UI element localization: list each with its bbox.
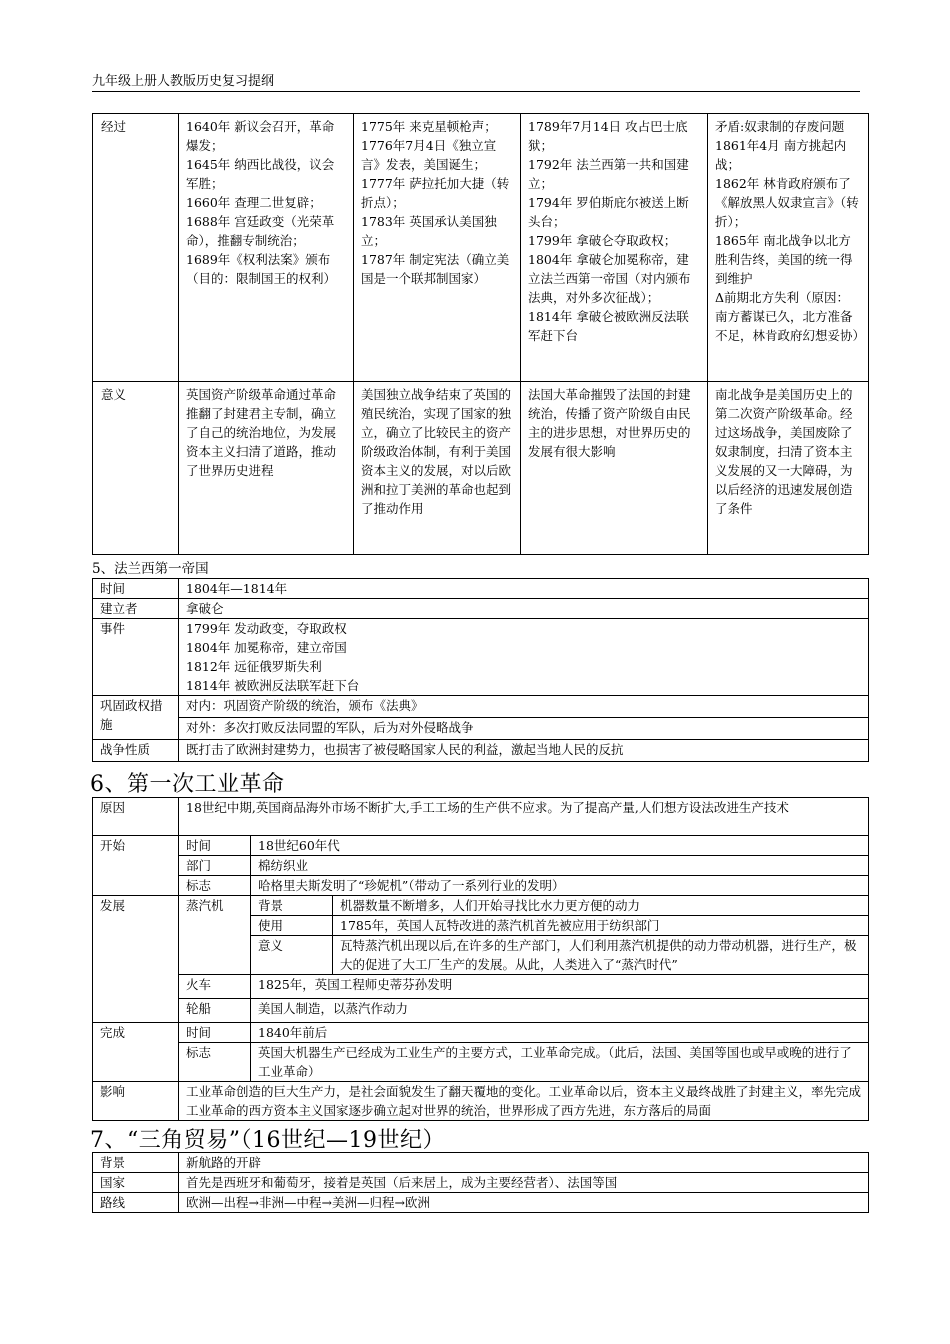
- steam-value: 1785年，英国人瓦特改进的蒸汽机首先被应用于纺织部门: [333, 916, 869, 936]
- cell-line: 1794年 罗伯斯庇尔被送上断头台；: [528, 195, 689, 229]
- trade-key: 背景: [93, 1153, 179, 1173]
- steam-value: 瓦特蒸汽机出现以后,在许多的生产部门，人们利用蒸汽机提供的动力带动机器，进行生产，极大的促进了大工厂生产的发展。从此，人类进入了“蒸汽时代”: [333, 936, 869, 975]
- cell-line: 法国大革命摧毁了法国的封建统治，传播了资产阶级自由民主的进步思想，对世界历史的发展有很大影响: [528, 387, 691, 459]
- cell-line: 1689年《权利法案》颁布（目的：限制国王的权利）: [186, 252, 337, 286]
- train-value: 1825年，英国工程师史蒂芬孙发明: [251, 975, 869, 999]
- cell-line: 1814年 被欧洲反法联军赶下台: [186, 678, 360, 693]
- trade-value: 欧洲—出程→非洲—中程→美洲—归程→欧洲: [179, 1193, 869, 1213]
- significance-row: [93, 382, 869, 555]
- process-row: [93, 114, 869, 382]
- cell-line: 1640年 新议会召开，革命爆发；: [186, 119, 335, 153]
- cell-line: Δ前期北方失利（原因：南方蓄谋已久，北方准备不足，林肯政府幻想妥协）: [715, 290, 866, 343]
- significance-america: [354, 382, 521, 555]
- cell-line: 英国资产阶级革命通过革命推翻了封建君主专制，确立了自己的统治地位，为发展资本主义扫清了道路，推动了世界历史进程: [186, 387, 337, 478]
- cell-line: 矛盾:奴隶制的存废问题: [715, 119, 845, 134]
- cell-line: 1783年 英国承认美国独立；: [361, 214, 497, 248]
- events-label: 事件: [93, 619, 179, 696]
- founder-value: 拿破仑: [179, 599, 869, 619]
- train-label: 火车: [179, 975, 251, 999]
- significance-france: [521, 382, 708, 555]
- cell-line: 1645年 纳西比战役，议会军胜；: [186, 157, 335, 191]
- cell-line: 1865年 南北战争以北方胜利告终，美国的统一得到维护: [715, 233, 853, 286]
- steam-key: 背景: [251, 896, 333, 916]
- cell-line: 1799年 发动政变，夺取政权: [186, 621, 347, 636]
- cell-line: 1789年7月14日 攻占巴士底狱；: [528, 119, 688, 153]
- steam-key: 使用: [251, 916, 333, 936]
- measures-outer: 对外：多次打败反法同盟的军队，后为对外侵略战争: [179, 718, 869, 740]
- impact-label: 影响: [93, 1082, 179, 1121]
- cell-line: 1775年 来克星顿枪声；: [361, 119, 497, 134]
- start-label: 开始: [93, 836, 179, 896]
- cell-line: 南北战争是美国历史上的第二次资产阶级革命。经过这场战争，美国废除了奴隶制度，扫清了资本主义发展的又一大障碍，为以后经济的迅速发展创造了条件: [715, 387, 853, 516]
- trade-value: 首先是西班牙和葡萄牙，接着是英国（后来居上，成为主要经营者）、法国等国: [179, 1173, 869, 1193]
- cell-line: 1792年 法兰西第一共和国建立；: [528, 157, 689, 191]
- ship-label: 轮船: [179, 999, 251, 1023]
- cell-line: 1804年 拿破仑加冕称帝，建立法兰西第一帝国（对内颁布法典，对外多次征战）；: [528, 252, 691, 305]
- trade-key: 路线: [93, 1193, 179, 1213]
- process-america: [354, 114, 521, 382]
- cause-label: 原因: [93, 798, 179, 836]
- founder-label: 建立者: [93, 599, 179, 619]
- cell-line: 1804年 加冕称帝，建立帝国: [186, 640, 347, 655]
- page-header: 九年级上册人教版历史复习提纲: [92, 70, 860, 92]
- time-value: 1804年—1814年: [179, 579, 869, 599]
- measures-inner: 对内：巩固资产阶级的统治，颁布《法典》: [179, 696, 869, 718]
- cell-line: 1776年7月4日《独立宣言》发表，美国诞生；: [361, 138, 497, 172]
- finish-value: 英国大机器生产已经成为工业生产的主要方式，工业革命完成。（此后，法国、美国等国也或早或晚的进行了工业革命）: [251, 1043, 869, 1082]
- industrial-revolution-table: [92, 797, 869, 1121]
- significance-england: [179, 382, 354, 555]
- process-england: [179, 114, 354, 382]
- start-value: 哈格里夫斯发明了“珍妮机”（带动了一系列行业的发明）: [251, 876, 869, 896]
- steam-key: 意义: [251, 936, 333, 975]
- steam-value: 机器数量不断增多，人们开始寻找比水力更方便的动力: [333, 896, 869, 916]
- cause-value: 18世纪中期,英国商品海外市场不断扩大,手工工场的生产供不应求。为了提高产量,人们想方设法改进生产技术: [179, 798, 869, 836]
- cell-line: 1862年 林肯政府颁布了《解放黑人奴隶宣言》（转折）；: [715, 176, 859, 229]
- french-empire-table: [92, 578, 869, 762]
- cell-line: 1861年4月 南方挑起内战；: [715, 138, 847, 172]
- process-france: [521, 114, 708, 382]
- cell-line: 1799年 拿破仑夺取政权；: [528, 233, 677, 248]
- trade-key: 国家: [93, 1173, 179, 1193]
- revolutions-table: [92, 113, 869, 555]
- section6-title: 6、第一次工业革命: [90, 772, 285, 797]
- finish-value: 1840年前后: [251, 1023, 869, 1043]
- cell-line: 1812年 远征俄罗斯失利: [186, 659, 322, 674]
- events-list: [179, 619, 869, 696]
- process-label: 经过: [93, 114, 179, 382]
- cell-line: 1787年 制定宪法（确立美国是一个联邦制国家）: [361, 252, 510, 286]
- cell-line: 1688年 宫廷政变（光荣革命），推翻专制统治；: [186, 214, 335, 248]
- nature-value: 既打击了欧洲封建势力，也损害了被侵略国家人民的利益，激起当地人民的反抗: [179, 740, 869, 762]
- cell-line: 1660年 查理二世复辟；: [186, 195, 322, 210]
- nature-label: 战争性质: [93, 740, 179, 762]
- finish-key: 标志: [179, 1043, 251, 1082]
- triangular-trade-table: [92, 1152, 869, 1213]
- significance-label: 意义: [93, 382, 179, 555]
- impact-value: 工业革命创造的巨大生产力，是社会面貌发生了翻天覆地的变化。工业革命以后，资本主义最终战胜了封建主义，率先完成工业革命的西方资本主义国家逐步确立起对世界的统治，世界形成了西方先进，东方落后的局面: [179, 1082, 869, 1121]
- start-value: 棉纺织业: [251, 856, 869, 876]
- process-civil-war: [708, 114, 869, 382]
- significance-civil-war: [708, 382, 869, 555]
- trade-value: 新航路的开辟: [179, 1153, 869, 1173]
- finish-label: 完成: [93, 1023, 179, 1082]
- ship-value: 美国人制造，以蒸汽作动力: [251, 999, 869, 1023]
- cell-line: 美国独立战争结束了英国的殖民统治，实现了国家的独立，确立了比较民主的资产阶级政治体制，有利于美国资本主义的发展，对以后欧洲和拉丁美洲的革命也起到了推动作用: [361, 387, 512, 516]
- section7-title: 7、“三角贸易”（16世纪—19世纪）: [90, 1128, 445, 1153]
- measures-label: 巩固政权措施: [93, 696, 179, 740]
- cell-line: 1814年 拿破仑被欧洲反法联军赶下台: [528, 309, 689, 343]
- start-value: 18世纪60年代: [251, 836, 869, 856]
- cell-line: 1777年 萨拉托加大捷（转折点）；: [361, 176, 510, 210]
- development-label: 发展: [93, 896, 179, 1023]
- finish-key: 时间: [179, 1023, 251, 1043]
- steam-engine-label: 蒸汽机: [179, 896, 251, 975]
- start-key: 时间: [179, 836, 251, 856]
- time-label: 时间: [93, 579, 179, 599]
- start-key: 标志: [179, 876, 251, 896]
- section5-title: 5、法兰西第一帝国: [92, 561, 209, 577]
- start-key: 部门: [179, 856, 251, 876]
